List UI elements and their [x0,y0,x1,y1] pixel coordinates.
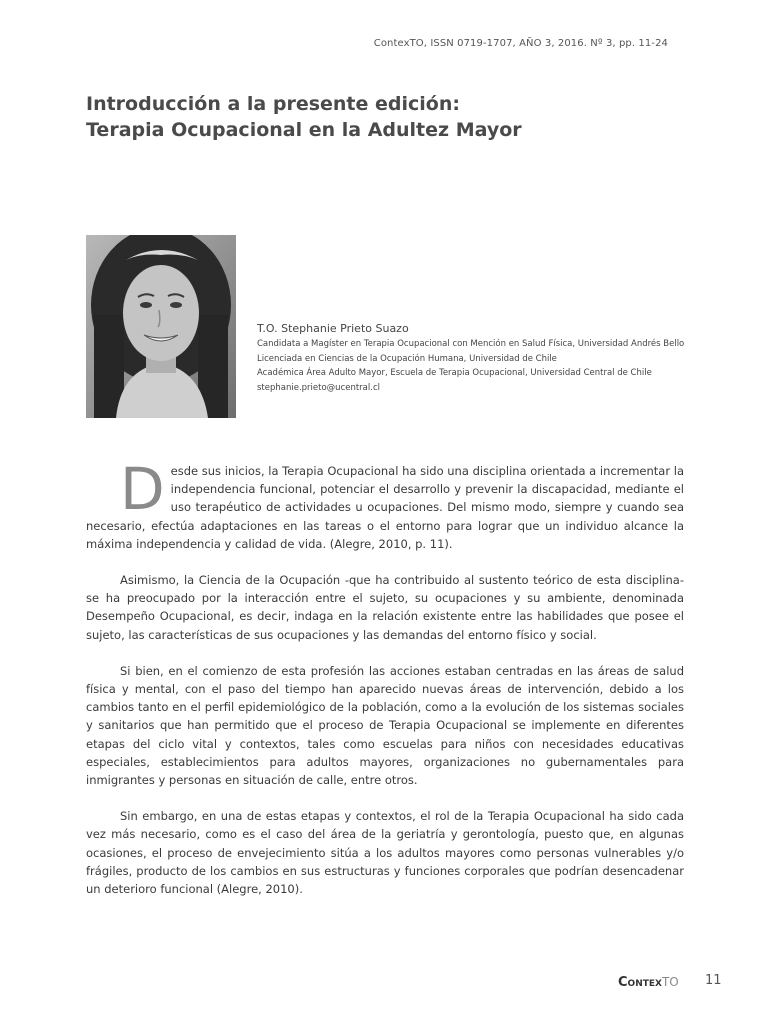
logo-ontex: ONTEX [627,979,662,989]
author-credential: Candidata a Magíster en Terapia Ocupacional con Mención en Salud Física, Universidad Andrés Bello [257,339,685,349]
page-number: 11 [705,973,722,988]
article-title-line-1: Introducción a la presente edición: [86,93,460,115]
paragraph-text: esde sus inicios, la Terapia Ocupacional ha sido una disciplina orientada a incrementar la independencia funcional, potenciar el desarrollo y prevenir la discapacidad, mediante el uso terapéutico de actividades u ocupaciones. Del mismo modo, siempre y cuando sea necesario, efectúa adaptaciones en las tareas o el entorno para lograr que un individuo alcance la máxima independencia y calidad de vida. (Alegre, 2010, p. 11). [86,464,684,551]
paragraph: Si bien, en el comienzo de esta profesión las acciones estaban centradas en las áreas de salud física y mental, con el paso del tiempo han aparecido nuevas áreas de intervención, debido a los cambios tanto en el perfil epidemiológico de la población, como a la evolución de los sistemas sociales y sanitarios que han permitido que el proceso de Terapia Ocupacional se implemente en diferentes etapas del ciclo vital y contextos, tales como escuelas para niños con necesidades educativas especiales, establecimientos para adultos mayores, organizaciones no gubernamentales para inmigrantes y personas en situación de calle, entre otros. [86,663,684,788]
paragraph: Asimismo, la Ciencia de la Ocupación -que ha contribuido al sustento teórico de esta disciplina- se ha preocupado por la interacción entre el sujeto, su ocupaciones y su ambiente, denominada Desempeño Ocupacional, es decir, indaga en la relación existente entre las habilidades que posee el sujeto, las características de sus ocupaciones y las demandas del entorno físico y social. [86,573,684,642]
paragraph [86,455,684,553]
author-email[interactable]: stephanie.prieto@ucentral.cl [257,382,380,393]
author-block [257,322,687,393]
author-name: T.O. Stephanie Prieto Suazo [257,322,409,335]
article-body [86,455,684,916]
article-title [86,91,686,143]
author-credential: Licenciada en Ciencias de la Ocupación Humana, Universidad de Chile [257,353,557,364]
article-title-line-2: Terapia Ocupacional en la Adultez Mayor [86,119,522,141]
journal-reference: ContexTO, ISSN 0719-1707, AÑO 3, 2016. Nº 3, pp. 11-24 [373,38,668,49]
author-credential: Académica Área Adulto Mayor, Escuela de Terapia Ocupacional, Universidad Central de Chile [257,368,652,378]
logo-to: TO [661,975,679,989]
drop-cap: D [120,455,165,523]
journal-logo [618,975,679,990]
logo-c: C [618,975,628,990]
paragraph: Sin embargo, en una de estas etapas y contextos, el rol de la Terapia Ocupacional ha sido cada vez más necesario, como es el caso del área de la geriatría y gerontología, puesto que, en algunas ocasiones, el proceso de envejecimiento sitúa a los adultos mayores como personas vulnerables y/o frágiles, producto de los cambios en sus estructuras y funciones corporales que podrían desencadenar un deterioro funcional (Alegre, 2010). [86,809,684,897]
author-photo [86,235,236,418]
